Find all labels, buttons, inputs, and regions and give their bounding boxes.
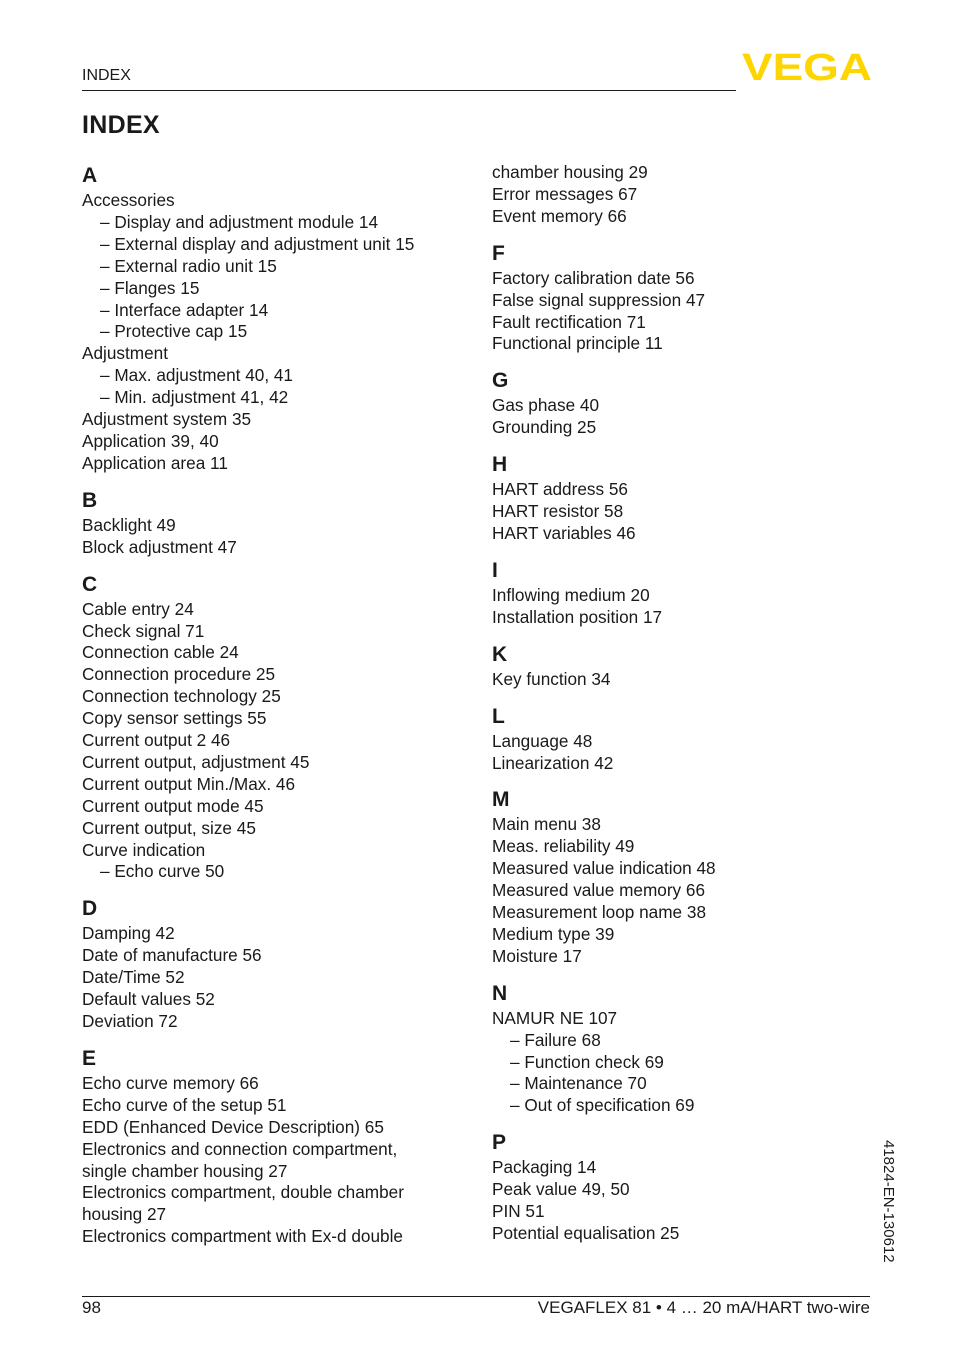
- index-entry: Current output, adjustment 45: [82, 751, 310, 772]
- index-subentry: – Protective cap 15: [100, 321, 248, 342]
- vega-logo: [741, 52, 873, 82]
- index-entry: Key function 34: [492, 668, 611, 689]
- index-subentry: – Echo curve 50: [100, 861, 225, 882]
- index-entry: HART resistor 58: [492, 501, 624, 522]
- index-subentry: – Max. adjustment 40, 41: [100, 365, 293, 386]
- index-entry: Cable entry 24: [82, 598, 194, 619]
- page-number: 98: [82, 1298, 101, 1317]
- index-entry: Functional principle 11: [492, 333, 663, 354]
- index-entry: Adjustment: [82, 343, 168, 364]
- footer-rule: [82, 1296, 870, 1297]
- index-entry: Error messages 67: [492, 183, 638, 204]
- index-entry: NAMUR NE 107: [492, 1007, 618, 1028]
- index-entry: Factory calibration date 56: [492, 267, 695, 288]
- index-entry: Linearization 42: [492, 752, 614, 773]
- index-entry: Electronics compartment, double chamber housing 27: [82, 1182, 404, 1225]
- index-entry: Meas. reliability 49: [492, 836, 635, 857]
- index-entry: Main menu 38: [492, 814, 601, 835]
- index-subentry: – Display and adjustment module 14: [100, 211, 379, 232]
- index-entry: Echo curve memory 66: [82, 1072, 259, 1093]
- index-entry: Check signal 71: [82, 620, 205, 641]
- index-entry: Adjustment system 35: [82, 409, 252, 430]
- index-entry: Measured value indication 48: [492, 858, 716, 879]
- index-entry: Block adjustment 47: [82, 536, 237, 557]
- index-entry: Damping 42: [82, 923, 175, 944]
- index-entry: Application 39, 40: [82, 430, 219, 451]
- index-entry: Inflowing medium 20: [492, 584, 650, 605]
- vertical-document-id: 41824-EN-130612: [880, 1140, 897, 1263]
- index-letter-c: C: [82, 572, 98, 596]
- index-entry: Connection cable 24: [82, 642, 239, 663]
- index-entry: Event memory 66: [492, 205, 627, 226]
- index-letter-p: P: [492, 1131, 507, 1155]
- index-letter-d: D: [82, 897, 98, 921]
- index-subentry: – Maintenance 70: [510, 1073, 647, 1094]
- index-entry: Electronics compartment with Ex-d double: [82, 1226, 403, 1247]
- header-rule: [82, 90, 736, 91]
- index-entry: False signal suppression 47: [492, 289, 706, 310]
- index-entry: Backlight 49: [82, 514, 176, 535]
- index-entry: Measured value memory 66: [492, 880, 706, 901]
- page-title: INDEX: [82, 111, 160, 139]
- index-entry: EDD (Enhanced Device Description) 65: [82, 1116, 384, 1137]
- index-entry: Connection procedure 25: [82, 664, 276, 685]
- index-letter-b: B: [82, 488, 98, 512]
- index-subentry: – External radio unit 15: [100, 255, 277, 276]
- index-letter-a: A: [82, 164, 98, 187]
- index-letter-g: G: [492, 369, 509, 393]
- index-entry: Copy sensor settings 55: [82, 708, 267, 729]
- vega-logo-text: VEGA: [742, 52, 872, 82]
- index-entry: Moisture 17: [492, 945, 582, 966]
- index-entry: Current output, size 45: [82, 817, 256, 838]
- index-entry: Date of manufacture 56: [82, 945, 262, 966]
- index-entry: Current output 2 46: [82, 730, 231, 751]
- index-letter-f: F: [492, 241, 505, 265]
- index-letter-l: L: [492, 704, 505, 728]
- index-letter-n: N: [492, 981, 508, 1005]
- index-entry: Installation position 17: [492, 606, 663, 627]
- index-entry: Connection technology 25: [82, 686, 281, 707]
- index-entry: Echo curve of the setup 51: [82, 1094, 287, 1115]
- index-entry: Fault rectification 71: [492, 311, 646, 332]
- index-entry: Current output Min./Max. 46: [82, 773, 296, 794]
- index-entry: Default values 52: [82, 989, 215, 1010]
- index-letter-h: H: [492, 453, 508, 477]
- index-subentry: – External display and adjustment unit 15: [100, 233, 415, 254]
- index-subentry: – Function check 69: [510, 1051, 664, 1072]
- index-entry: Medium type 39: [492, 923, 615, 944]
- index-subentry: – Flanges 15: [100, 277, 200, 298]
- index-entry: Date/Time 52: [82, 967, 185, 988]
- index-entry: Grounding 25: [492, 417, 597, 438]
- index-entry: Deviation 72: [82, 1011, 178, 1031]
- index-entry: Peak value 49, 50: [492, 1179, 630, 1200]
- index-entry: Measurement loop name 38: [492, 902, 707, 923]
- footer-document-title: VEGAFLEX 81 • 4 … 20 mA/HART two-wire: [537, 1298, 870, 1317]
- index-column-left: [82, 162, 462, 1248]
- index-subentry: – Failure 68: [510, 1029, 601, 1050]
- index-entry: Potential equalisation 25: [492, 1223, 680, 1243]
- index-column-right: [492, 162, 852, 1245]
- index-entry: Accessories: [82, 190, 175, 210]
- index-entry: Application area 11: [82, 452, 228, 473]
- index-entry: Electronics and connection compartment, single chamber housing 27: [82, 1138, 398, 1181]
- index-letter-i: I: [492, 558, 498, 582]
- index-entry: HART variables 46: [492, 522, 636, 543]
- index-letter-k: K: [492, 642, 508, 666]
- index-entry: Current output mode 45: [82, 795, 264, 816]
- index-entry: HART address 56: [492, 479, 628, 500]
- index-entry: Gas phase 40: [492, 395, 600, 416]
- index-entry: PIN 51: [492, 1201, 545, 1222]
- header-section-label: INDEX: [82, 67, 131, 84]
- index-subentry: – Min. adjustment 41, 42: [100, 387, 289, 408]
- index-letter-e: E: [82, 1046, 97, 1070]
- index-entry: chamber housing 29: [492, 162, 648, 182]
- index-letter-m: M: [492, 788, 510, 812]
- index-entry: Packaging 14: [492, 1157, 597, 1178]
- index-entry: Curve indication: [82, 839, 206, 860]
- index-entry: Language 48: [492, 730, 593, 751]
- index-subentry: – Out of specification 69: [510, 1095, 695, 1116]
- index-subentry: – Interface adapter 14: [100, 299, 269, 320]
